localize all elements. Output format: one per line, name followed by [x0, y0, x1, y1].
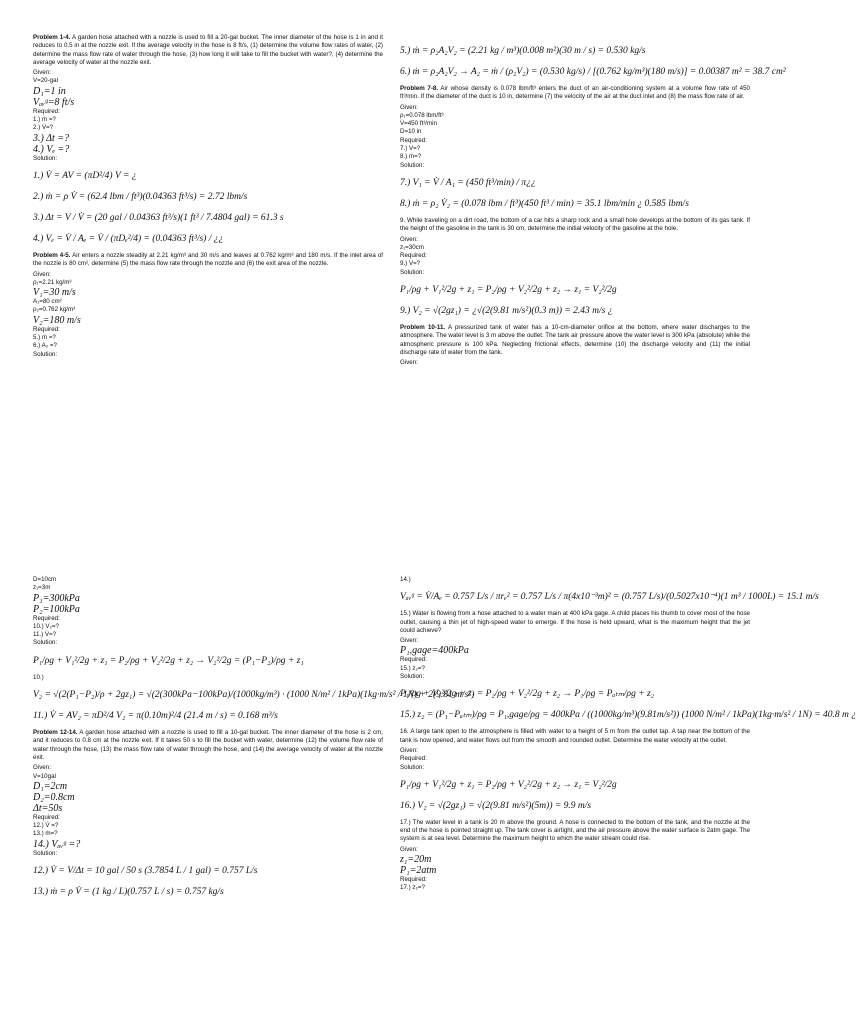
- given-volume: V=10gal: [33, 772, 56, 780]
- problem-16-statement: 16. A large tank open to the atmosphere is filled with water to a height of 5 m from the outlet tap. A tap near the bottom of the tank is now opened, and water flows out from the smooth and rounded outlet. Determine the water velocity at the outlet.: [400, 728, 750, 744]
- problem-heading: Problem 12-14.: [33, 729, 78, 737]
- solution-label: Solution:: [400, 673, 425, 681]
- solution-label: Solution:: [33, 639, 58, 647]
- given-p1-gage: P₁,gage=400kPa: [400, 645, 469, 657]
- equation-15b: 15.) z₂ = (P₁−Pₐₜₘ)/ρg = P₁,gage/ρg = 400kPa / ((1000kg/m³)(9.81m/s²)) (1000 N/m² / 1kPa)(1kg·m/s² / 1N) = 40.8 m ¿: [400, 710, 856, 721]
- problem-10-11-statement: [400, 324, 750, 357]
- solution-label: Solution:: [33, 154, 58, 162]
- given-volume: V=20-gal: [33, 77, 58, 85]
- problem-heading: Problem 10-11.: [400, 324, 446, 332]
- required-2: 2.) V̇=?: [33, 124, 54, 132]
- required-6: 6.) A₂ =?: [33, 342, 57, 350]
- required-label: Required:: [400, 136, 427, 144]
- given-height: z₁=30cm: [400, 243, 424, 251]
- given-rho2: ρ₂=0.762 kg/m³: [33, 306, 76, 314]
- required-label: Required:: [400, 252, 427, 260]
- solution-label: Solution:: [33, 350, 58, 358]
- given-label: Given:: [400, 746, 418, 754]
- required-label: Required:: [400, 876, 427, 884]
- required-11: 11.) V̇=?: [33, 631, 57, 639]
- required-3: 3.) Δt =?: [33, 132, 70, 144]
- problem-7-8-statement: [400, 85, 750, 102]
- given-label: Given:: [400, 359, 418, 367]
- equation-10-label: 10.): [33, 673, 44, 681]
- given-d1: D₁=2cm: [33, 780, 68, 792]
- problem-text: Air whose density is 0.078 lbm/ft³ enters the duct of an air-conditioning system at a volume flow rate of 450 ft³/min. If the diameter of the duct is 10 in, determine (7) the velocity of the air at the duct inlet and (8) the mass flow rate of air.: [400, 85, 750, 101]
- given-label: Given:: [400, 845, 418, 853]
- problem-7-11-column: [400, 38, 786, 368]
- required-label: Required:: [400, 755, 427, 763]
- solution-label: Solution:: [400, 161, 425, 169]
- required-8: 8.) ṁ=?: [400, 153, 422, 161]
- problem-17-statement: 17.) The water level in a tank is 20 m above the ground. A hose is connected to the bottom of the tank, and the nozzle at the end of the hose is pointed straight up. The tank cover is airtight, and the air pressure above the water surface is 2atm gage. The system is at sea level. Determine the maximum height to which the water stream could rise.: [400, 818, 750, 843]
- problem-text: A pressurized tank of water has a 10-cm-diameter orifice at the bottom, where water discharges to the atmosphere. The water level is 3 m above the outlet. The tank air pressure above the water level is 300 kPa (absolute) while the atmospheric pressure is 100 kPa. Neglecting frictional effects, determine (10) the discharge velocity and (11) the initial discharge rate of water from the tank.: [400, 324, 750, 356]
- solution-label: Solution:: [33, 849, 58, 857]
- required-label: Required:: [33, 325, 60, 333]
- equation-2: 2.) ṁ = ρ V̇ = (62.4 lbm / ft³)(0.04363 ft³/s) = 2.72 lbm/s: [33, 191, 248, 202]
- given-velocity: Vₐᵥᵍ=8 ft/s: [33, 96, 75, 108]
- required-label: Required:: [33, 107, 60, 115]
- required-17: 17.) z₂=?: [400, 884, 425, 892]
- given-flow-rate: V̇=450 ft³/min: [400, 120, 437, 128]
- problem-14-17-column: [400, 576, 856, 893]
- equation-15a: P₁/ρg + V₁²/2g + z₁ = P₂/ρg + V₂²/2g + z₂ → P₁/ρg = Pₐₜₘ/ρg + z₂: [400, 689, 654, 700]
- solution-label: Solution:: [400, 763, 425, 771]
- problem-heading: Problem 1-4.: [33, 34, 71, 41]
- problem-9-statement: 9. While traveling on a dirt road, the bottom of a car hits a sharp rock and a small hole develops at the bottom of its gas tank. If the height of the gasoline in the tank is 30 cm, determine the initial velocity of the gasoline at the hole.: [400, 216, 750, 233]
- problem-15-statement: 15.) Water is flowing from a hose attached to a water main at 400 kPa gage. A child places his thumb to cover most of the hose outlet, causing a thin jet of high-speed water to emerge. If the hose is held upward, what is the maximum height that the jet could achieve?: [400, 610, 750, 634]
- given-a1: A₁=80 cm²: [33, 298, 62, 306]
- problem-heading: Problem 7-8.: [400, 85, 439, 92]
- problem-1-4-column: [33, 32, 383, 359]
- required-9: 9.) V=?: [400, 260, 421, 268]
- required-label: Required:: [400, 656, 427, 664]
- given-rho1: ρ₁=2.21 kg/m³: [33, 278, 72, 286]
- required-5: 5.) ṁ =?: [33, 334, 56, 342]
- required-7: 7.) V=?: [400, 145, 421, 153]
- given-z1: z₁=20m: [400, 854, 432, 866]
- problem-12-14-statement: [33, 729, 383, 762]
- given-label: Given:: [33, 764, 51, 772]
- given-diameter: D=10cm: [33, 576, 57, 583]
- given-p1: P₁=2atm: [400, 865, 437, 877]
- given-label: Given:: [33, 69, 51, 77]
- required-label: Required:: [33, 813, 60, 821]
- required-13: 13.) ṁ=?: [33, 830, 58, 838]
- given-v1: V₁=30 m/s: [33, 287, 76, 299]
- required-4: 4.) Vₑ =?: [33, 143, 70, 155]
- equation-13: 13.) ṁ = ρ V̇ = (1 kg / L)(0.757 L / s) = 0.757 kg/s: [33, 887, 224, 898]
- equation-10a: P₁/ρg + V₁²/2g + z₁ = P₂/ρg + V₂²/2g + z₂ → V₂²/2g = (P₁−P₂)/ρg + z₁: [33, 655, 304, 666]
- given-height: z₁=3m: [33, 584, 51, 592]
- equation-16a: P₁/ρg + V₁²/2g + z₁ = P₂/ρg + V₂²/2g + z₂ → z₁ = V₂²/2g: [400, 779, 617, 790]
- required-label: Required:: [33, 614, 60, 622]
- given-density: ρ₁=0.078 lbm/ft³: [400, 111, 444, 119]
- given-diameter: D=10 in: [400, 128, 422, 136]
- equation-9a: P₁/ρg + V₁²/2g + z₁ = P₂/ρg + V₂²/2g + z₂ → z₁ = V₂²/2g: [400, 285, 617, 296]
- problem-1-4-statement: [33, 34, 383, 67]
- equation-1: 1.) V̇ = AV = (πD²/4) V = ¿: [33, 170, 137, 181]
- equation-4: 4.) Vₑ = V̇ / Aₑ = V̇ / (πDₑ²/4) = (0.04363 ft³/s) / ¿¿: [33, 233, 224, 244]
- problem-text: A garden hose attached with a nozzle is used to fill a 20-gal bucket. The inner diameter of the hose is 1 in and it reduces to 0.5 in at the nozzle exit. If the average velocity in the hose is 8 ft/s, (1) determine the volume flow rates of water, (2) determine the mass flow rate of water through the hose, (3) how long it will take to fill the bucket with water?, (4) determine the average velocity of water at the nozzle exit.: [33, 34, 383, 66]
- given-diameter: D₁=1 in: [33, 85, 66, 97]
- equation-9b: 9.) V₂ = √(2gz₁) = ¿√(2(9.81 m/s²)(0.3 m)) = 2.43 m/s ¿: [400, 306, 613, 317]
- equation-5: 5.) ṁ = ρ₂A₂V₂ = (2.21 kg / m³)(0.008 m²)(30 m / s) = 0.530 kg/s: [400, 46, 646, 56]
- required-1: 1.) ṁ =?: [33, 116, 56, 124]
- problem-text: A garden hose attached with a nozzle is used to fill a 10-gal bucket. The inner diameter of the hose is 2 cm, and it reduces to 0.8 cm at the nozzle exit. If it takes 50 s to fill the bucket with water, determine (12) the volume flow rate of water through the hose, (13) the mass flow rate of water through the hose, and (14) the average velocity of water at the nozzle exit.: [33, 729, 383, 761]
- given-label: Given:: [400, 637, 418, 645]
- equation-6: 6.) ṁ = ρ₂A₂V₂ → A₂ = ṁ / (ρ₂V₂) = (0.530 kg/s) / [(0.762 kg/m³)(180 m/s)] = 0.00387 m² = 38.7 cm²: [400, 67, 786, 77]
- equation-12: 12.) V̇ = V/Δt = 10 gal / 50 s (3.7854 L / 1 gal) = 0.757 L/s: [33, 866, 258, 877]
- equation-10b: V₂ = √(2(P₁−P₂)/ρ + 2gz₁) = √(2(300kPa−100kPa)/(1000kg/m³) · (1000 N/m² / 1kPa)(1kg·m/s² / 1N) + 2(9.81 m/s²): [33, 690, 475, 701]
- equation-16b: 16.) V₂ = √(2gz₁) = √(2(9.81 m/s²)(5m)) = 9.9 m/s: [400, 800, 592, 811]
- equation-7: 7.) V₁ = V̇ / A₁ = (450 ft³/min) / π¿¿: [400, 177, 536, 188]
- equation-3: 3.) Δt = V / V̇ = (20 gal / 0.04363 ft³/s)(1 ft³ / 7.4804 gal) = 61.3 s: [33, 212, 284, 223]
- required-10: 10.) V₂=?: [33, 622, 59, 630]
- problem-4-5-statement: [33, 252, 383, 269]
- equation-14: Vₐᵥᵍ = V̇/Aₑ = 0.757 L/s / πrₑ² = 0.757 L/s / π(4x10⁻³m)² = (0.757 L/s)/(0.5027x10⁻⁴)(1 m³ / 1000L) = 15.1 m/s: [400, 592, 819, 603]
- required-15: 15.) z₂=?: [400, 664, 425, 672]
- equation-11: 11.) V̇ = AV₂ = πD²/4 V₂ = π(0.10m)²/4 (21.4 m / s) = 0.168 m³/s: [33, 711, 278, 722]
- required-14: 14.) Vₐᵥᵍ =?: [33, 838, 81, 850]
- given-p2: P₂=100kPa: [33, 603, 80, 615]
- given-label: Given:: [400, 235, 418, 243]
- required-12: 12.) V̇ =?: [33, 822, 59, 830]
- given-p1: P₁=300kPa: [33, 592, 80, 604]
- equation-14-label: 14.): [400, 576, 411, 583]
- problem-text: Air enters a nozzle steadily at 2.21 kg/m³ and 30 m/s and leaves at 0.762 kg/m³ and 180 m/s. If the inlet area of the nozzle is 80 cm², determine (5) the mass flow rate through the nozzle and (6) the exit area of the nozzle.: [33, 251, 383, 268]
- given-v2: V₂=180 m/s: [33, 314, 81, 326]
- given-d2: D₂=0.8cm: [33, 791, 75, 803]
- given-label: Given:: [33, 270, 51, 278]
- equation-8: 8.) ṁ = ρ₂ V̇₂ = (0.078 lbm / ft³)(450 ft³ / min) = 35.1 lbm/min ¿ 0.585 lbm/s: [400, 198, 689, 209]
- given-time: Δt=50s: [33, 802, 63, 814]
- solution-label: Solution:: [400, 268, 425, 276]
- given-label: Given:: [400, 103, 418, 111]
- problem-heading: Problem 4-5.: [33, 251, 71, 259]
